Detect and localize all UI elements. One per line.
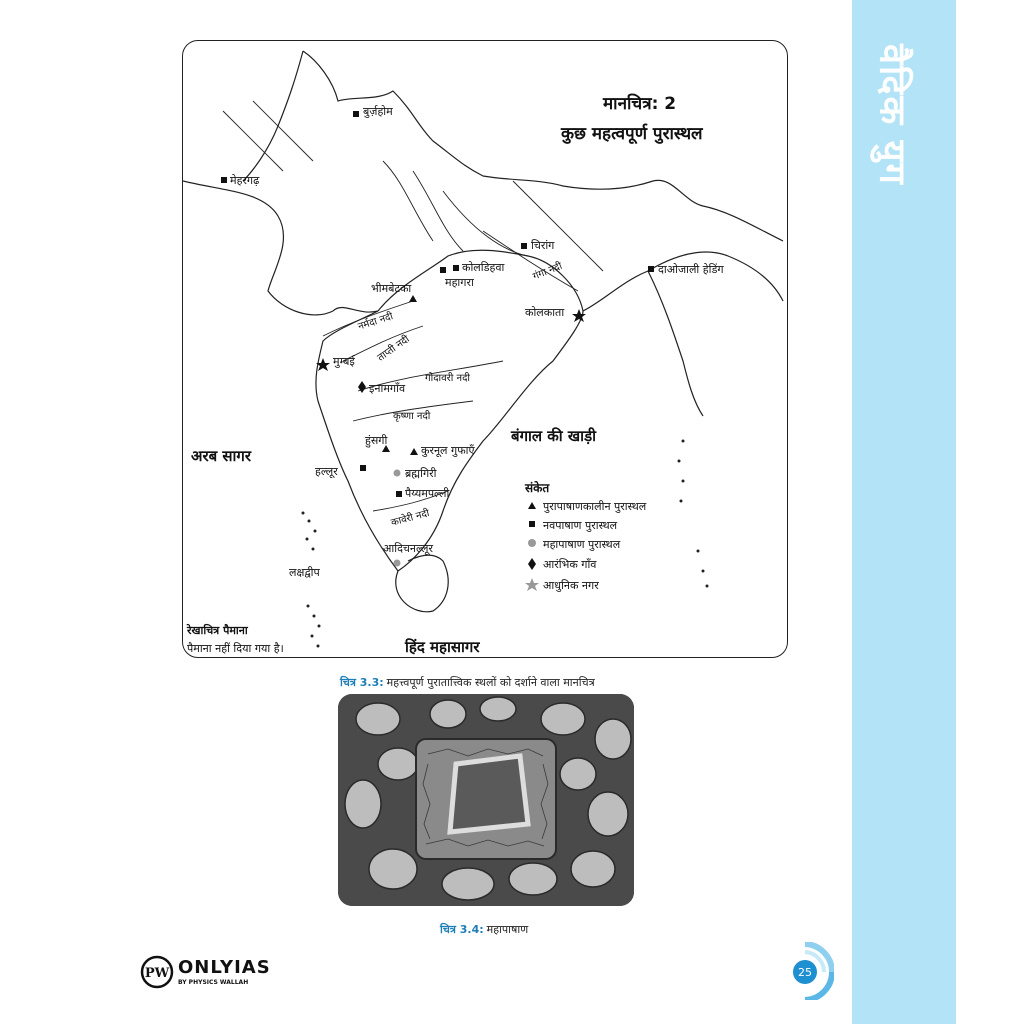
site-marker-adichanallur (394, 560, 401, 567)
site-marker-hallur (360, 465, 366, 471)
legend-item-palaeolithic: पुरापाषाणकालीन पुरास्थल (543, 500, 647, 513)
site-marker-mehrgarh (221, 177, 227, 183)
site-marker-inamgaon (358, 381, 366, 393)
site-label-inamgaon: इनामगाँव (369, 382, 406, 395)
megalith-photo (338, 694, 634, 906)
site-marker-brahmagiri (394, 470, 401, 477)
legend-symbol-megalith (528, 539, 536, 547)
island-label-lakshadweep: लक्षद्वीप (289, 566, 320, 579)
svg-text:PW: PW (144, 966, 170, 981)
site-label-hallur: हल्लूर (315, 465, 338, 478)
site-label-hunsgi: हुंसगी (365, 434, 388, 447)
site-label-brahmagiri: ब्रह्मगिरी (405, 467, 437, 480)
legend-symbol-village (528, 558, 536, 570)
site-marker-mahagara (440, 267, 446, 273)
map-heading-line2: कुछ महत्वपूर्ण पुरास्थल (561, 124, 703, 144)
pw-logo-icon (140, 955, 174, 989)
figure-3-3-text: महत्त्वपूर्ण पुरातात्त्विक स्थलों को दर्शाने वाला मानचित्र (386, 676, 595, 689)
legend-item-village: आरंभिक गाँव (543, 558, 597, 571)
site-label-koldihwa: कोलडिहवा (462, 261, 505, 274)
river-label-narmada: नर्मदा नदी (356, 311, 395, 333)
site-label-paiyampalli: पैय्यमपल्ली (405, 487, 450, 500)
site-label-chirand: चिरांग (531, 239, 555, 252)
river-label-ganga: गंगा नदी (531, 260, 564, 283)
river-label-kaveri: कावेरी नदी (389, 508, 431, 529)
sea-label-arabian: अरब सागर (191, 447, 251, 465)
map-figure (182, 40, 788, 658)
page-number-badge (788, 942, 834, 1000)
site-marker-kurnool (410, 448, 418, 455)
site-label-mumbai: मुम्बई (333, 355, 355, 368)
legend-item-megalith: महापाषाण पुरास्थल (543, 538, 621, 551)
figure-3-4-number: चित्र 3.4: (440, 923, 484, 936)
page-number: 25 (793, 960, 817, 984)
scale-note: पैमाना नहीं दिया गया है। (187, 642, 284, 655)
brand-name: ONLYIAS (178, 957, 271, 978)
legend-symbol-palaeolithic (528, 502, 536, 509)
river-label-godavari: गोदावरी नदी (425, 373, 470, 384)
site-label-kolkata: कोलकाता (525, 306, 565, 319)
figure-3-3-number: चित्र 3.3: (340, 676, 384, 689)
site-label-bhimbetka: भीमबेटका (371, 282, 412, 295)
site-label-adichanallur: आदिचनल्लूर (383, 542, 433, 555)
site-label-mahagara: महागरा (445, 276, 474, 289)
sea-label-indian: हिंद महासागर (405, 638, 480, 656)
site-marker-daojali (648, 266, 654, 272)
legend-symbol-neolithic (529, 521, 535, 527)
chapter-title: वैदिक युग (871, 44, 913, 186)
figure-3-3-caption (340, 675, 595, 690)
legend-symbol-modern-city (525, 578, 539, 591)
site-label-daojali: दाओजाली हेडिंग (658, 263, 724, 276)
site-marker-burzahom (353, 111, 359, 117)
legend-item-neolithic: नवपाषाण पुरास्थल (543, 519, 618, 532)
river-label-tapti: ताप्ती नदी (375, 333, 412, 364)
scale-title: रेखाचित्र पैमाना (187, 624, 248, 637)
river-label-krishna: कृष्णा नदी (393, 411, 431, 422)
legend-title: संकेत (525, 481, 550, 495)
figure-3-4-caption (440, 922, 528, 937)
onlyias-logo (140, 955, 270, 989)
site-label-kurnool: कुरनूल गुफाएँ (421, 444, 475, 457)
brand-subtitle: BY PHYSICS WALLAH (178, 979, 249, 986)
site-marker-paiyampalli (396, 491, 402, 497)
site-marker-koldihwa (453, 265, 459, 271)
figure-3-4-text: महापाषाण (486, 923, 529, 936)
site-marker-chirand (521, 243, 527, 249)
legend-item-modern-city: आधुनिक नगर (543, 579, 599, 592)
site-label-burzahom: बुर्ज़होम (363, 105, 393, 118)
map-heading-line1: मानचित्र: 2 (603, 94, 677, 114)
sea-label-bengal: बंगाल की खाड़ी (511, 427, 596, 445)
site-marker-bhimbetka (409, 295, 417, 302)
site-label-mehrgarh: मेहरगढ़ (230, 174, 260, 187)
